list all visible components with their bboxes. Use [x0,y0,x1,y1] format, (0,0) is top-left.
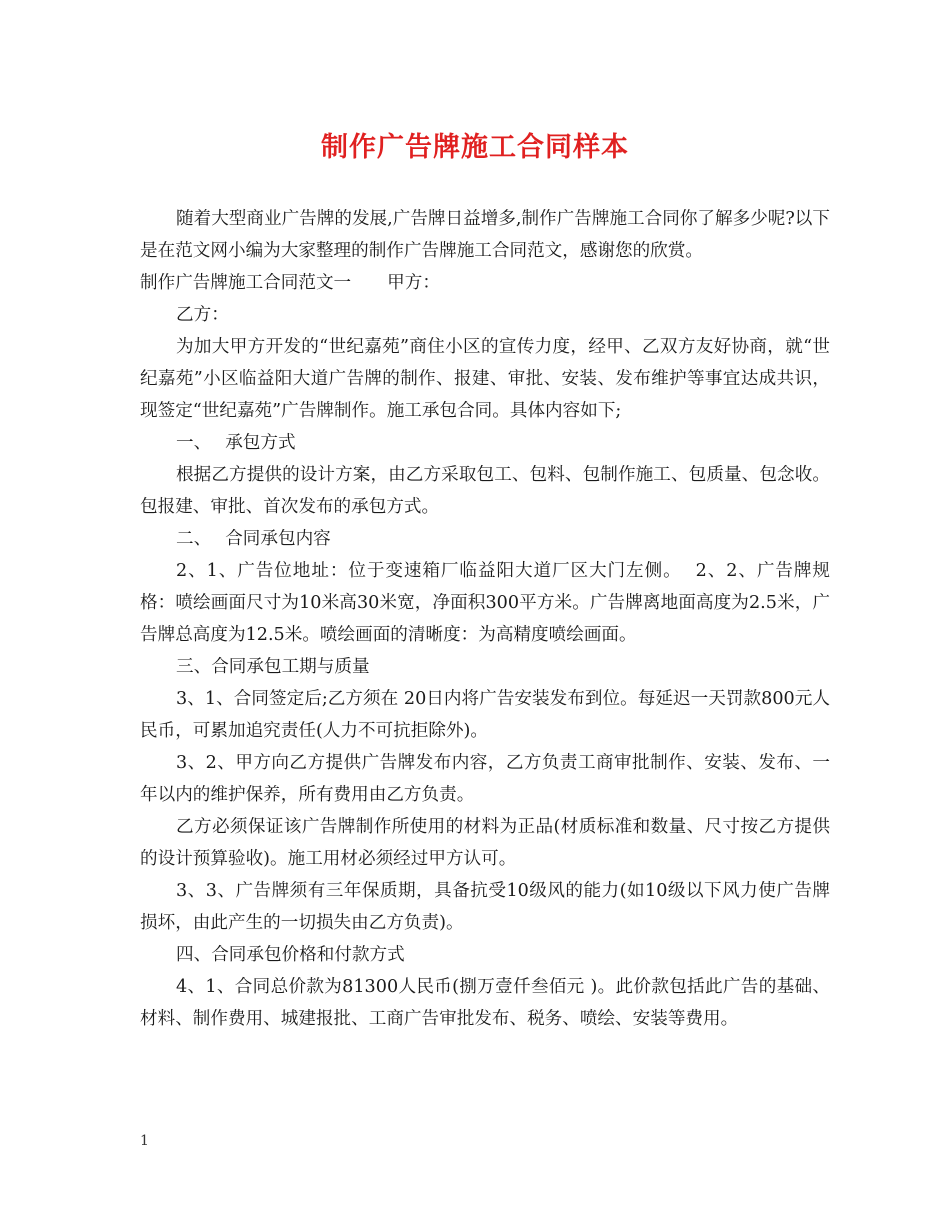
sample-label-line [140,267,830,299]
party-b-label: 乙方： [176,305,229,325]
section-3-heading: 三、合同承包工期与质量 [176,657,370,677]
page-number: 1 [140,1133,149,1149]
section-2-item-2: 2、2、广告牌规格：喷绘画面尺寸为10米高30米宽，净面积300平方米。广告牌离地面高度为2.5米，广告牌总高度为12.5米。喷绘画面的清晰度：为高精度喷绘画面。 [140,561,831,645]
document-title: 制作广告牌施工合同样本 [321,132,629,163]
section-1-title: 承包方式 [225,433,296,453]
section-1-number: 一、 [176,433,212,453]
section-4-item-1: 4、1、合同总价款为81300人民币(捌万壹仟叁佰元 )。此价款包括此广告的基础、材料、制作费用、城建报批、工商广告审批发布、税务、喷绘、安装等费用。 [140,977,830,1029]
section-1-heading [140,427,830,459]
sample-label: 制作广告牌施工合同范文一 [140,273,352,293]
party-a-label: 甲方： [387,273,440,293]
section-3-item-3: 3、3、广告牌须有三年保质期，具备抗受10级风的能力(如10级以下风力使广告牌损坏，由此产生的一切损失由乙方负责)。 [140,881,830,933]
preamble-paragraph: 为加大甲方开发的“世纪嘉苑”商住小区的宣传力度，经甲、乙双方友好协商，就“世纪嘉苑”小区临益阳大道广告牌的制作、报建、审批、安装、发布维护等事宜达成共识，现签定“世纪嘉苑”广告牌制作。施工承包合同。具体内容如下; [140,337,830,421]
section-4-heading: 四、合同承包价格和付款方式 [176,945,405,965]
section-3-item-2b: 乙方必须保证该广告牌制作所使用的材料为正品(材质标准和数量、尺寸按乙方提供的设计预算验收)。施工用材必须经过甲方认可。 [140,817,830,869]
section-2-title: 合同承包内容 [225,529,331,549]
section-1-content: 根据乙方提供的设计方案，由乙方采取包工、包料、包制作施工、包质量、包念收。包报建、审批、首次发布的承包方式。 [140,465,830,517]
document-body [140,203,830,1035]
section-2-number: 二、 [176,529,212,549]
intro-paragraph: 随着大型商业广告牌的发展,广告牌日益增多,制作广告牌施工合同你了解多少呢?以下是在范文网小编为大家整理的制作广告牌施工合同范文，感谢您的欣赏。 [140,209,830,261]
section-2-content [140,555,830,651]
section-2-item-1: 2、1、广告位地址：位于变速箱厂临益阳大道厂区大门左侧。 [176,561,682,581]
section-3-item-2: 3、2、甲方向乙方提供广告牌发布内容，乙方负责工商审批制作、安装、发布、一年以内的维护保养，所有费用由乙方负责。 [140,753,830,805]
section-2-heading [140,523,830,555]
section-3-item-1: 3、1、合同签定后;乙方须在 20日内将广告安装发布到位。每延迟一天罚款800元人民币，可累加追究责任(人力不可抗拒除外)。 [140,689,830,741]
